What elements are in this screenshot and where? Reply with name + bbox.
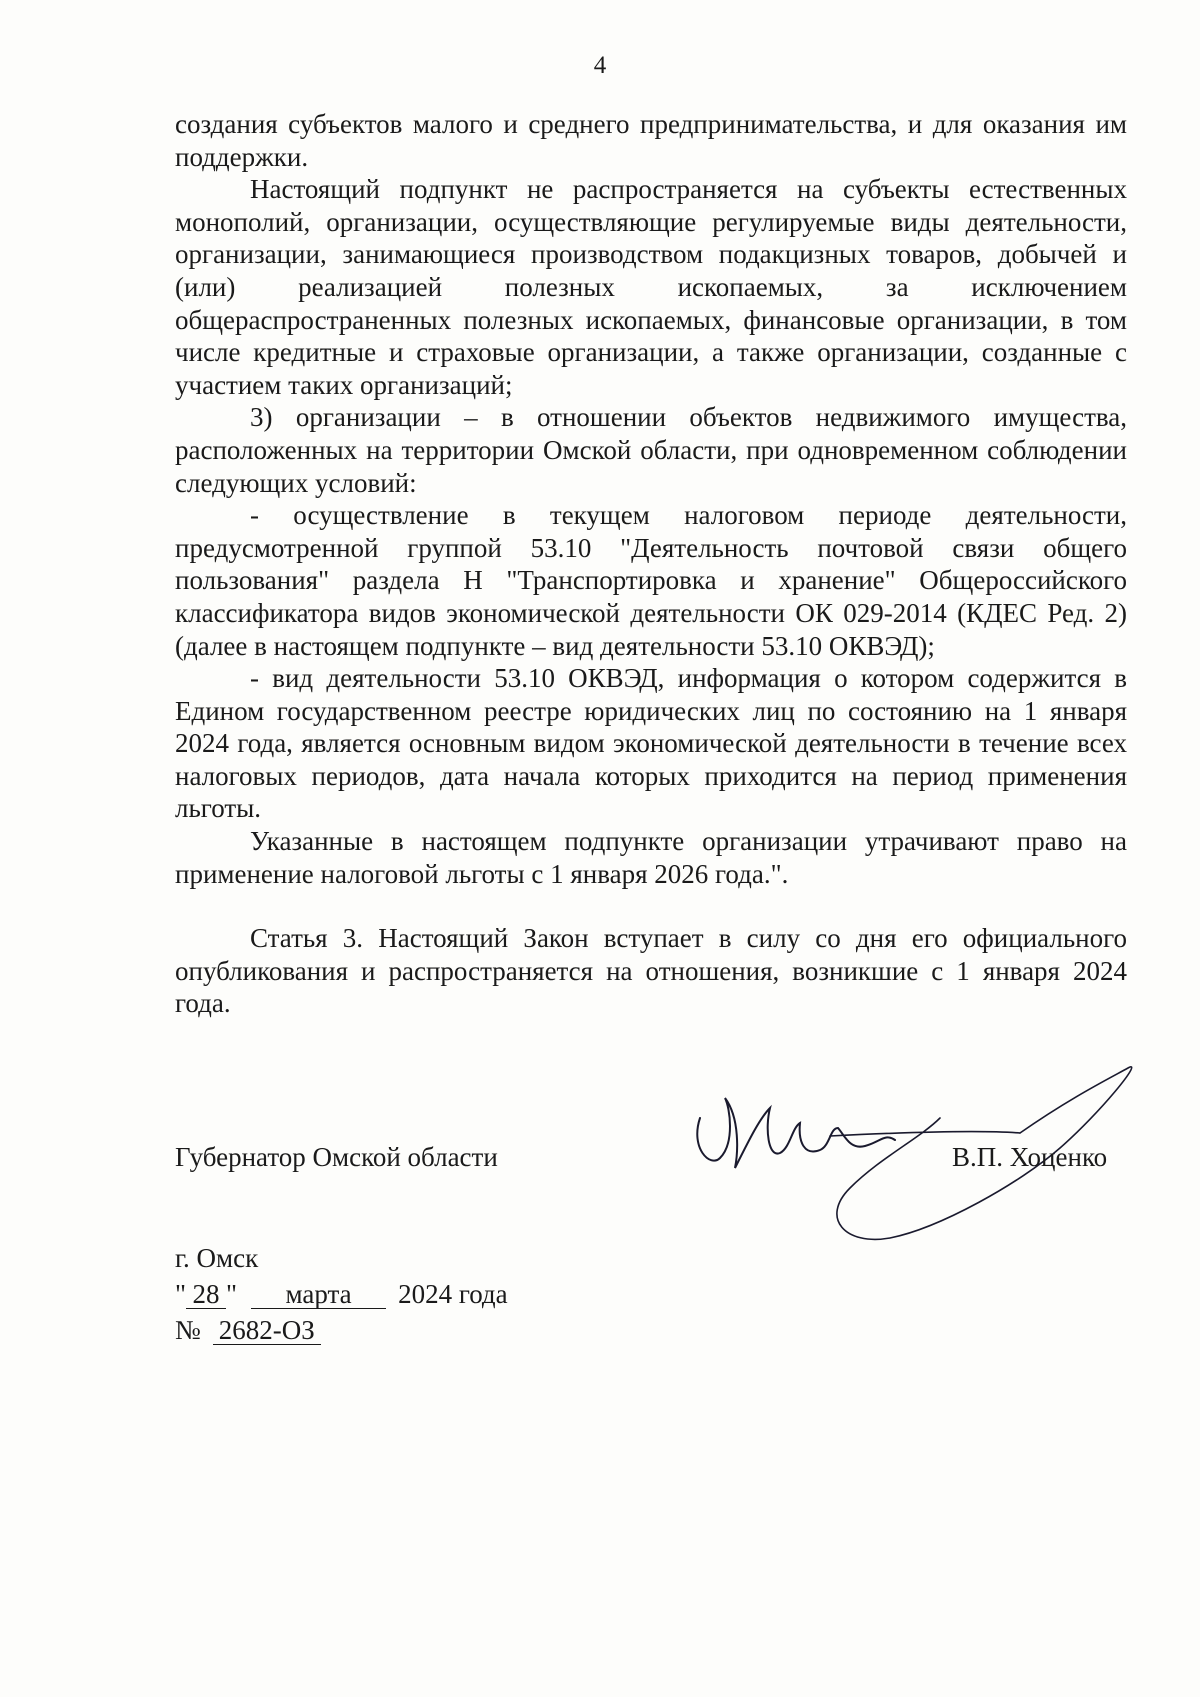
place-date-number-block (175, 1240, 508, 1348)
paragraph-article-3: Статья 3. Настоящий Закон вступает в силу со дня его официального опубликования и распространяется на отношения, возникшие с 1 января 2024 года. (175, 923, 1127, 1019)
quote-close: " (226, 1279, 238, 1309)
date-line (175, 1276, 508, 1312)
quote-open: " (175, 1279, 187, 1309)
date-day: 28 (186, 1280, 226, 1309)
number-sign: № (175, 1315, 201, 1345)
paragraph-exclusions: Настоящий подпункт не распространяется на субъекты естественных монополий, организации, осуществляющие регулируемые виды деятельности, организации, занимающиеся производством подакцизных товаров, добычей и (или) реализацией полезных ископаемых, за исключением общераспространенных полезных ископаемых, финансовые организации, в том числе кредитные и страховые организации, а также организации, созданные с участием таких организаций; (175, 174, 1127, 400)
law-number: 2682-ОЗ (213, 1316, 321, 1345)
signatory-name: В.П. Хоценко (952, 1142, 1108, 1172)
page-number: 4 (593, 52, 607, 79)
date-month: марта (251, 1280, 386, 1309)
paragraph-continuation: создания субъектов малого и среднего предпринимательства, и для оказания им поддержки. (175, 109, 1127, 172)
city-line: г. Омск (175, 1243, 259, 1273)
date-year: 2024 года (398, 1279, 508, 1309)
law-number-line (175, 1312, 508, 1348)
paragraph-subitem-3: 3) организации – в отношении объектов недвижимого имущества, расположенных на территории Омской области, при одновременном соблюдении следующих условий: (175, 402, 1127, 498)
signatory-position: Губернатор Омской области (175, 1142, 498, 1172)
document-body (175, 108, 1127, 1020)
paragraph-condition-1: - осуществление в текущем налоговом периоде деятельности, предусмотренной группой 53.10 "Деятельность почтовой связи общего пользования" раздела H "Транспортировка и хранение" Общероссийского классификатора видов экономической деятельности ОК 029-2014 (КДЕС Ред. 2) (далее в настоящем подпункте – вид деятельности 53.10 ОКВЭД); (175, 500, 1127, 661)
paragraph-loss-of-right: Указанные в настоящем подпункте организации утрачивают право на применение налоговой льготы с 1 января 2026 года.". (175, 826, 1127, 889)
paragraph-condition-2: - вид деятельности 53.10 ОКВЭД, информация о котором содержится в Едином государственном реестре юридических лиц по состоянию на 1 января 2024 года, является основным видом экономической деятельности в течение всех налоговых периодов, дата начала которых приходится на период применения льготы. (175, 663, 1127, 824)
